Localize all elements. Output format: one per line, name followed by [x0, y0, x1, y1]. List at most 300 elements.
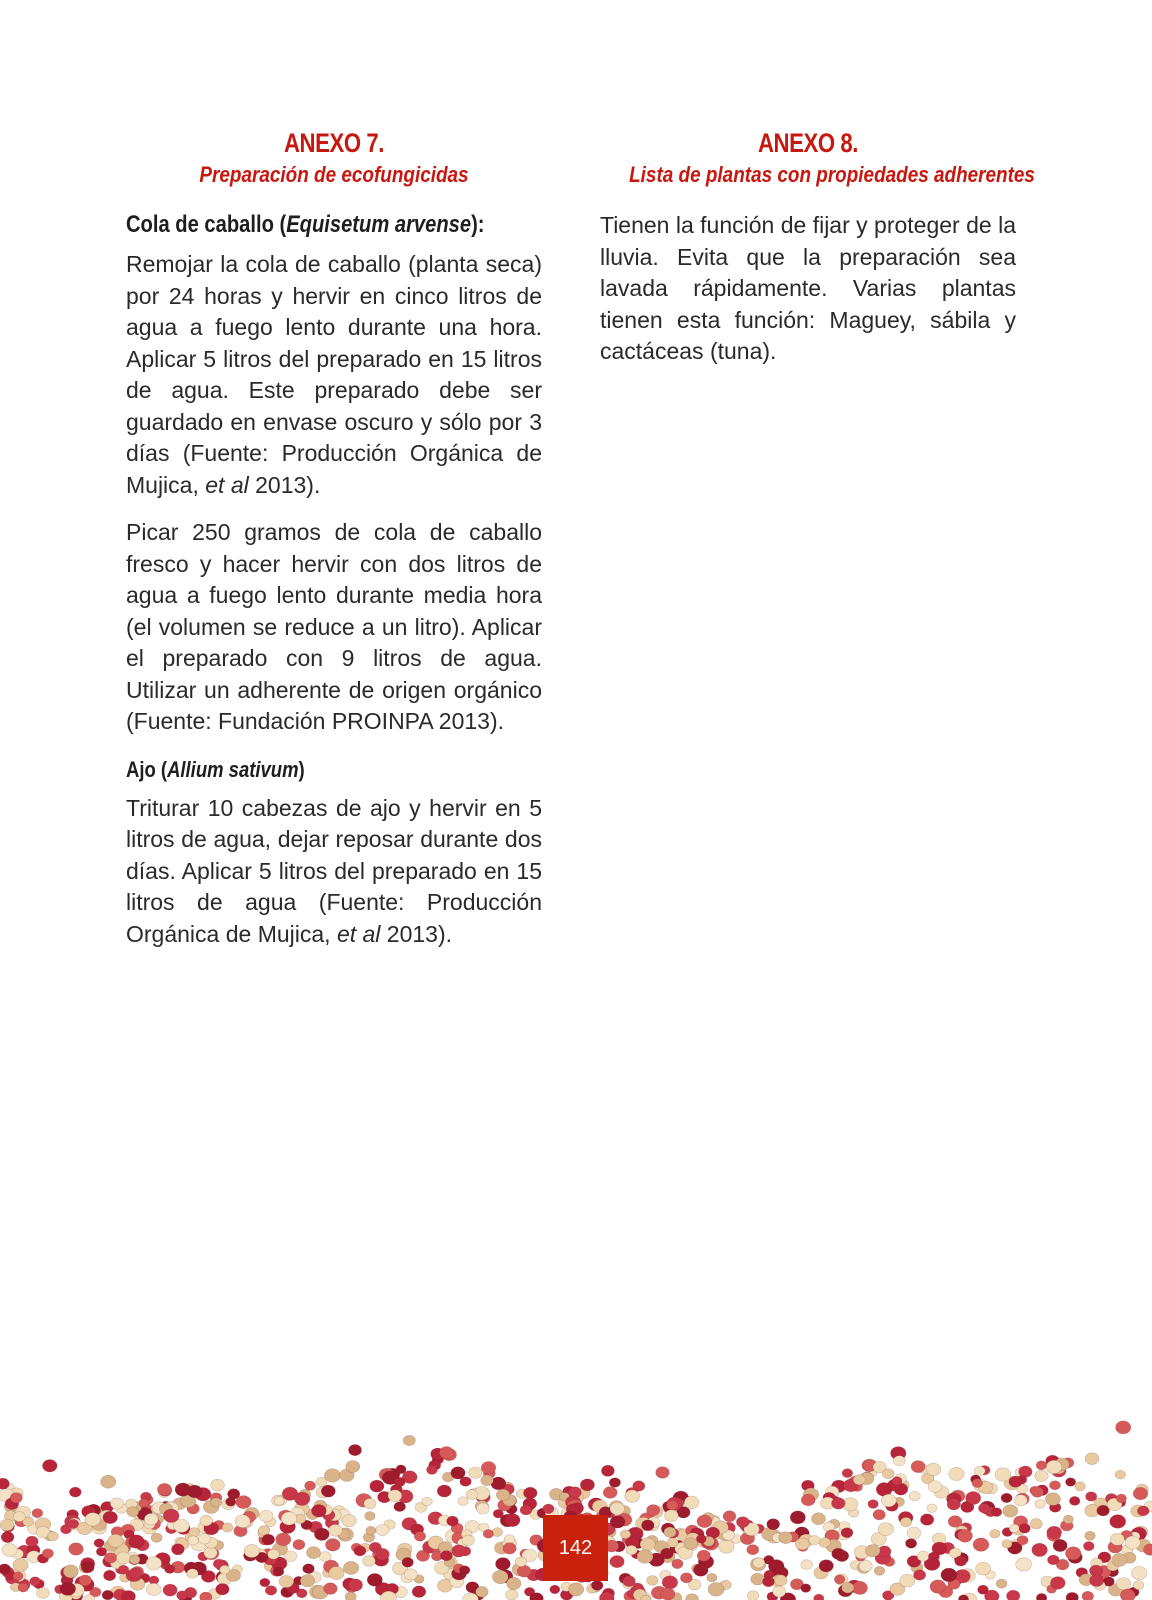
seed [1017, 1536, 1028, 1545]
seed [874, 1566, 885, 1575]
seed [321, 1485, 335, 1497]
seed [930, 1580, 946, 1593]
seed [774, 1575, 787, 1586]
seed [366, 1526, 376, 1535]
seed [892, 1477, 902, 1486]
seed [1007, 1590, 1020, 1600]
seed [94, 1539, 104, 1548]
seed [1009, 1476, 1022, 1487]
seed [550, 1585, 560, 1594]
seed [914, 1570, 926, 1580]
seed [412, 1586, 426, 1598]
seed [835, 1550, 848, 1561]
seed [324, 1469, 340, 1483]
seed [139, 1499, 149, 1508]
seed [974, 1466, 985, 1475]
seed [926, 1463, 941, 1475]
seed [18, 1583, 29, 1592]
seed [165, 1565, 175, 1574]
seed [1035, 1470, 1049, 1481]
seed [832, 1498, 846, 1510]
annex-8-subtitle: Lista de plantas con propiedades adherentes [629, 162, 1035, 187]
seed [882, 1469, 894, 1479]
seed [163, 1509, 179, 1522]
seed [226, 1497, 236, 1506]
seed [460, 1566, 470, 1575]
seed [452, 1545, 466, 1557]
seed [376, 1548, 390, 1560]
annex-7-subtitle: Preparación de ecofungicidas [199, 162, 469, 187]
seed [990, 1529, 1000, 1538]
seed [294, 1492, 310, 1505]
seed [1112, 1553, 1127, 1566]
seed [260, 1578, 270, 1587]
paragraph-text: Triturar 10 cabezas de ajo y hervir en 5 litros de agua, dejar reposar durante dos días. Aplicar 5 litros del preparado en 15 litros de agua (Fuente: Producción Orgánica de Mujica, [126, 794, 542, 947]
heading-text-end: ): [471, 211, 485, 238]
seed [303, 1564, 315, 1574]
seed [637, 1550, 653, 1564]
seed [505, 1514, 520, 1527]
seed [364, 1498, 376, 1508]
paragraph-text-end: 2013). [248, 471, 321, 498]
seed [102, 1590, 113, 1600]
seed [265, 1586, 276, 1596]
seed [121, 1591, 135, 1600]
seed [365, 1512, 375, 1521]
seed [43, 1460, 58, 1472]
seed [363, 1556, 376, 1567]
seed [1001, 1493, 1012, 1502]
seed [580, 1479, 594, 1491]
heading-text: Ajo ( [126, 756, 168, 782]
seed [129, 1555, 140, 1564]
seed [1066, 1592, 1078, 1600]
seed [281, 1512, 297, 1525]
paragraph-text: Remojar la cola de caballo (planta seca) por 24 horas y hervir en cinco litros de agua a fuego lento durante una hora. Aplicar 5 litros del preparado en 15 litros de agua. Este preparado debe ser guardado en envase oscuro y sólo por 3 días (Fuente: Producción Orgánica de Mujica, [126, 251, 542, 498]
seed [129, 1568, 142, 1579]
seed [396, 1465, 406, 1474]
seed [1063, 1515, 1073, 1524]
seed [293, 1540, 305, 1550]
seed [601, 1465, 614, 1476]
seed [647, 1505, 660, 1516]
seed [204, 1547, 217, 1558]
seed [753, 1558, 765, 1568]
seed [1069, 1496, 1080, 1505]
seed [996, 1579, 1007, 1588]
seed [476, 1586, 489, 1597]
seed [505, 1589, 518, 1600]
seed [48, 1532, 59, 1541]
seed [1047, 1526, 1062, 1539]
seed [81, 1562, 94, 1573]
seed [439, 1447, 453, 1459]
seed [127, 1507, 139, 1517]
seed [279, 1575, 293, 1587]
seed [187, 1569, 198, 1579]
seed [177, 1591, 188, 1600]
seed [175, 1483, 191, 1496]
seed [1016, 1558, 1032, 1571]
seed [30, 1577, 41, 1586]
seed [719, 1540, 735, 1553]
seed [979, 1503, 990, 1513]
seed [235, 1515, 250, 1528]
seed [188, 1536, 199, 1545]
seed [610, 1503, 625, 1515]
seed [314, 1528, 329, 1540]
seed [978, 1585, 989, 1594]
ajo-paragraph [126, 793, 542, 951]
seed [370, 1480, 384, 1492]
seed [801, 1560, 813, 1570]
seed [1046, 1460, 1062, 1473]
seed [642, 1520, 655, 1531]
seed [524, 1487, 538, 1498]
seed [85, 1513, 101, 1526]
seed [842, 1469, 853, 1478]
seed [104, 1570, 116, 1580]
seed [568, 1583, 583, 1596]
seed [349, 1445, 362, 1456]
seed [388, 1490, 402, 1502]
seed [189, 1528, 200, 1537]
seed [427, 1465, 438, 1474]
seed [747, 1591, 759, 1600]
heading-text-end: ) [298, 756, 305, 782]
seed [129, 1535, 145, 1548]
cola-de-caballo-paragraph-1 [126, 249, 542, 501]
seed [346, 1461, 360, 1473]
seed [1019, 1524, 1030, 1534]
seed [773, 1586, 786, 1597]
seed [947, 1499, 960, 1510]
seed [661, 1548, 674, 1559]
seed [686, 1594, 699, 1600]
seed [941, 1568, 957, 1582]
seed [414, 1531, 425, 1541]
seed [696, 1535, 706, 1544]
seed [329, 1566, 344, 1579]
seed [591, 1581, 603, 1591]
seed [116, 1552, 130, 1564]
seed [751, 1573, 765, 1585]
seed [859, 1560, 872, 1571]
scientific-name: Equisetum arvense [286, 211, 472, 238]
seed [325, 1539, 340, 1552]
seed [307, 1547, 321, 1559]
seed [79, 1575, 92, 1586]
seed [911, 1461, 925, 1473]
seed [1133, 1487, 1148, 1499]
seed [200, 1592, 212, 1600]
seed [819, 1560, 833, 1572]
seed [26, 1536, 38, 1547]
seed [37, 1588, 50, 1599]
seed [1009, 1524, 1019, 1533]
seed [1116, 1578, 1131, 1590]
seed [656, 1467, 670, 1479]
seed [469, 1467, 482, 1478]
annex-8-paragraph: Tienen la función de fijar y proteger de la lluvia. Evita que la preparación sea lavada rápidamente. Varias plantas tienen esta función: Maguey, sábila y cactáceas (tuna). [600, 212, 1016, 364]
seed [1125, 1536, 1140, 1549]
seed [483, 1529, 493, 1538]
seed [96, 1547, 106, 1556]
seed [927, 1504, 937, 1513]
seed [1131, 1566, 1147, 1579]
seed [708, 1583, 724, 1597]
seed [110, 1498, 123, 1509]
seed [69, 1543, 84, 1555]
seed [216, 1584, 229, 1595]
seed [342, 1515, 356, 1527]
seed [1048, 1555, 1060, 1565]
seed [222, 1523, 233, 1532]
seed [917, 1551, 929, 1561]
seed [684, 1496, 699, 1509]
seed [801, 1494, 815, 1506]
cola-de-caballo-heading [126, 210, 485, 240]
seed [906, 1539, 917, 1549]
paragraph-text-end: 2013). [380, 920, 453, 947]
seed [200, 1515, 213, 1526]
seed [146, 1583, 161, 1596]
seed [814, 1594, 824, 1600]
seed [118, 1565, 129, 1574]
seed [481, 1462, 496, 1474]
seed [504, 1535, 515, 1544]
seed [873, 1510, 885, 1520]
seed [101, 1475, 116, 1488]
seed [1065, 1547, 1081, 1560]
seed [991, 1508, 1001, 1517]
seed [345, 1592, 356, 1600]
seed [1090, 1574, 1104, 1586]
seed [496, 1489, 509, 1500]
seed [779, 1532, 793, 1544]
seed [394, 1502, 406, 1512]
seed [852, 1581, 867, 1594]
seed [273, 1567, 284, 1576]
seed [157, 1483, 171, 1495]
heading-text: Cola de caballo ( [126, 211, 287, 238]
seed [907, 1527, 921, 1539]
seed [1030, 1519, 1042, 1529]
seed [172, 1544, 185, 1555]
seed [543, 1504, 554, 1514]
seed [1014, 1495, 1027, 1506]
seed [1045, 1493, 1060, 1506]
seed [517, 1565, 531, 1577]
seed [10, 1493, 22, 1503]
seed [13, 1572, 23, 1581]
seed [819, 1538, 831, 1548]
seed [440, 1551, 452, 1561]
seed [458, 1497, 468, 1506]
seed [348, 1579, 362, 1591]
seed [515, 1557, 526, 1567]
seed [609, 1478, 620, 1488]
seed [801, 1584, 811, 1593]
seed [680, 1573, 692, 1583]
seed [667, 1500, 679, 1510]
annex-8-column [600, 128, 1035, 368]
seed [1, 1532, 14, 1543]
seed [2, 1544, 17, 1557]
seed [736, 1517, 749, 1528]
seed [1050, 1481, 1061, 1490]
seed [403, 1435, 415, 1445]
seed [60, 1582, 76, 1595]
seed [866, 1545, 881, 1557]
seed [893, 1456, 905, 1466]
seed [0, 1478, 9, 1489]
seed [928, 1552, 939, 1561]
seed [1085, 1531, 1096, 1540]
seed [693, 1564, 708, 1577]
seed [1036, 1593, 1047, 1600]
seed [394, 1477, 405, 1486]
seed [620, 1530, 630, 1539]
seed [603, 1487, 617, 1499]
seed [69, 1487, 81, 1497]
ajo-heading [126, 756, 475, 784]
seed [437, 1485, 451, 1497]
seed [610, 1516, 625, 1529]
seed [32, 1509, 43, 1518]
seed [274, 1497, 284, 1506]
seed [1082, 1591, 1094, 1600]
seed [63, 1565, 78, 1578]
annex-7-column [126, 128, 542, 950]
seed [1116, 1421, 1131, 1434]
seed [900, 1517, 911, 1527]
seed [995, 1468, 1011, 1482]
seed [305, 1481, 316, 1490]
seed [329, 1524, 343, 1536]
seed [949, 1467, 965, 1480]
seed [878, 1523, 893, 1536]
seed [973, 1538, 989, 1551]
seed [767, 1519, 780, 1530]
seed [809, 1535, 820, 1545]
seed [1120, 1589, 1135, 1600]
seed [1032, 1543, 1048, 1556]
seed [625, 1490, 640, 1503]
seed [210, 1498, 221, 1507]
page-number: 142 [543, 1515, 608, 1581]
seed [1003, 1505, 1018, 1518]
seed [367, 1574, 382, 1587]
seed [661, 1588, 675, 1600]
seed [103, 1511, 118, 1523]
seed [665, 1510, 679, 1522]
seed [1031, 1487, 1043, 1497]
seed [955, 1556, 967, 1566]
seed [244, 1544, 260, 1557]
seed [684, 1538, 698, 1550]
seed [610, 1556, 624, 1568]
seed [958, 1529, 973, 1542]
seed [928, 1481, 942, 1493]
cola-de-caballo-paragraph-2: Picar 250 gramos de cola de caballo fresco y hacer hervir con dos litros de agua a fuego lento durante media hora (el volumen se reduce a un litro). Aplicar el preparado con 9 litros de agua. Utilizar un adherente de origen orgánico (Fuente: Fundación PROINPA 2013). [126, 519, 542, 734]
seed [664, 1527, 676, 1537]
seed [1035, 1499, 1046, 1508]
seed [842, 1582, 854, 1593]
seed [1133, 1581, 1144, 1590]
seed [324, 1583, 338, 1595]
seed [220, 1565, 230, 1574]
seed [402, 1557, 413, 1567]
seed [672, 1559, 683, 1569]
seed [920, 1514, 933, 1525]
seed [976, 1562, 991, 1575]
seed [623, 1576, 636, 1587]
seed [198, 1534, 210, 1544]
seed [354, 1546, 366, 1556]
seed [647, 1576, 658, 1586]
seed [697, 1515, 712, 1528]
seed [662, 1576, 678, 1589]
seed [868, 1500, 878, 1509]
seed [507, 1577, 521, 1589]
seed [909, 1491, 920, 1501]
seed [300, 1575, 314, 1587]
seed [460, 1477, 471, 1487]
seed [447, 1516, 459, 1526]
et-al: et al [336, 920, 381, 947]
seed [496, 1558, 511, 1571]
seed [881, 1494, 896, 1507]
seed [144, 1513, 158, 1525]
seed [747, 1545, 759, 1555]
seed [568, 1487, 581, 1498]
seed [834, 1575, 845, 1584]
seed [1086, 1492, 1097, 1502]
seed [763, 1577, 775, 1587]
seed [404, 1569, 417, 1580]
seed [966, 1492, 981, 1505]
seed [163, 1584, 177, 1596]
seed [476, 1503, 489, 1514]
seed [151, 1533, 162, 1542]
seed [262, 1534, 275, 1545]
seed [900, 1574, 915, 1587]
seed [276, 1533, 291, 1546]
seed [1002, 1540, 1012, 1549]
seed [707, 1573, 717, 1582]
seed [1110, 1533, 1124, 1545]
seed [146, 1557, 162, 1570]
seed [723, 1511, 736, 1522]
seed [1053, 1539, 1067, 1551]
seed [1116, 1494, 1126, 1503]
seed [1083, 1542, 1094, 1551]
seed [795, 1538, 809, 1550]
seed [0, 1519, 14, 1531]
seed [13, 1512, 25, 1522]
seed [1085, 1453, 1099, 1465]
seed [697, 1550, 710, 1561]
seed [42, 1549, 53, 1558]
seed [13, 1559, 28, 1572]
et-al: et al [205, 471, 249, 498]
annex-7-title: ANEXO 7. [283, 128, 385, 158]
seed [667, 1538, 678, 1548]
seed [1050, 1577, 1065, 1590]
seed [853, 1475, 865, 1485]
seed [481, 1475, 494, 1486]
